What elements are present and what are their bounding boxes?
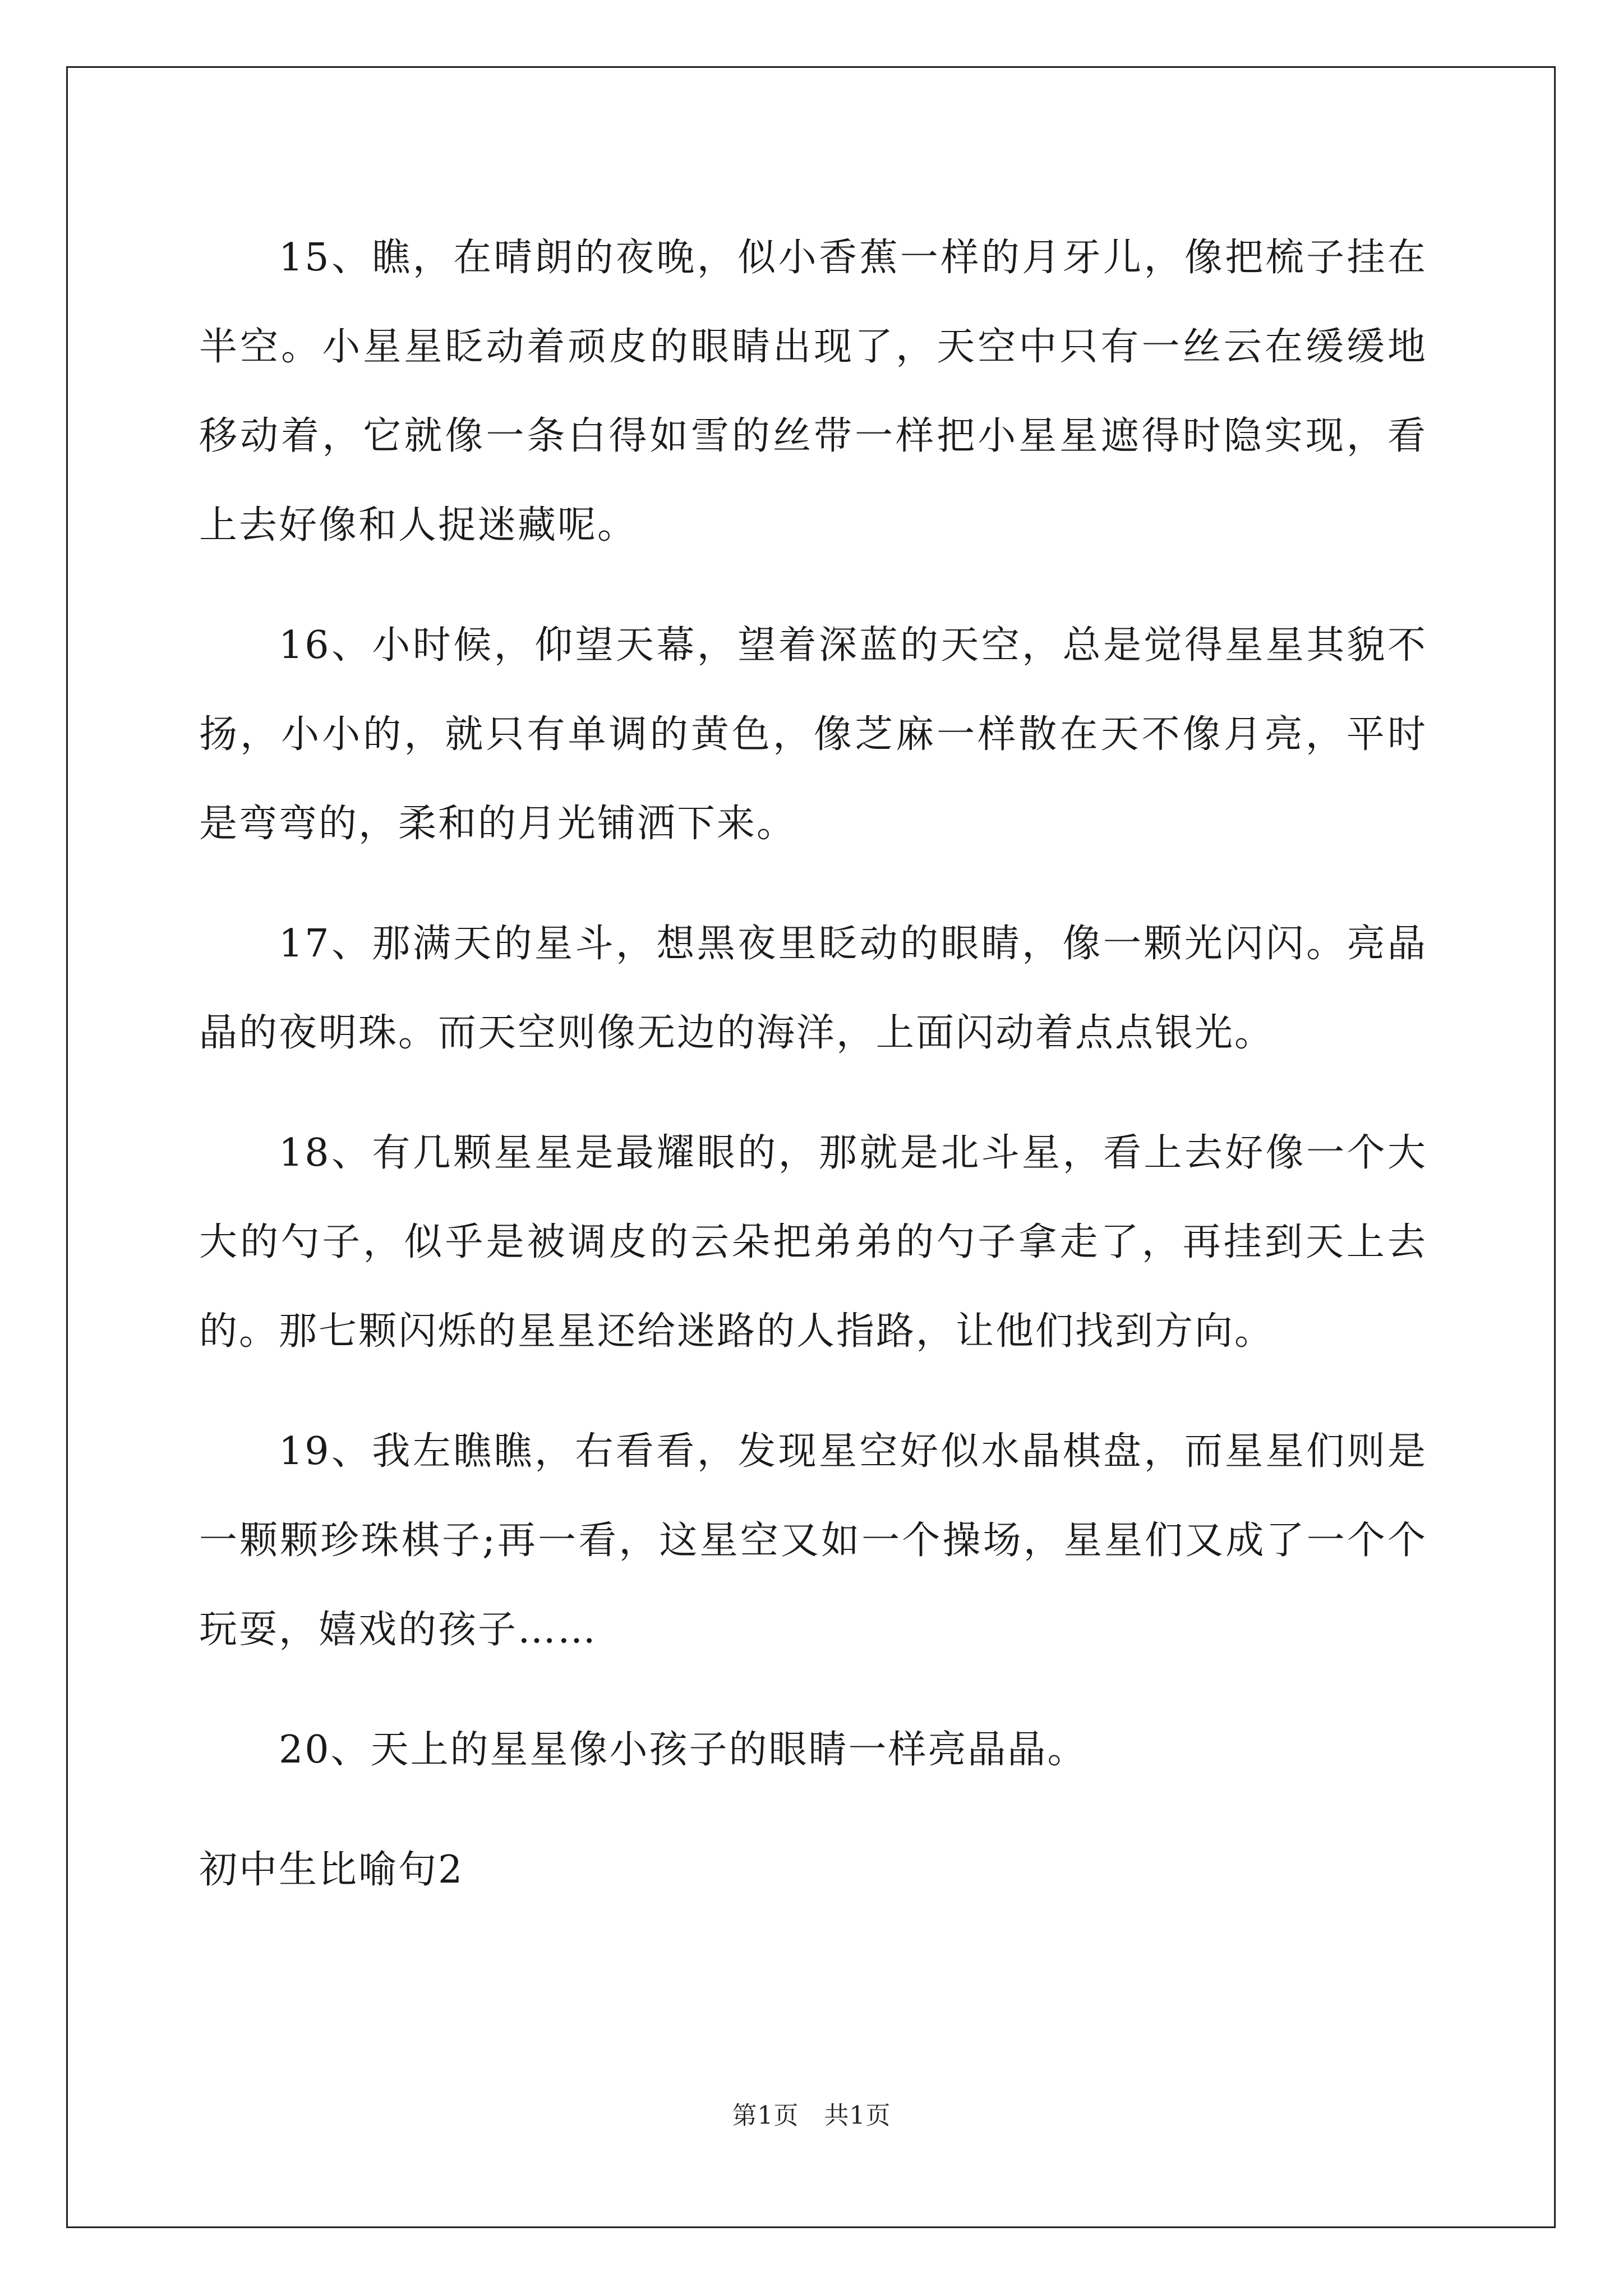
page-number-footer: 第1页 共1页 xyxy=(732,2101,891,2130)
paragraph-17: 17、那满天的星斗，想黑夜里眨动的眼睛，像一颗光闪闪。亮晶晶的夜明珠。而天空则像无边的海洋，上面闪动着点点银光。 xyxy=(199,922,1427,1055)
paragraph-20: 20、天上的星星像小孩子的眼睛一样亮晶晶。 xyxy=(279,1728,1087,1772)
section-heading: 初中生比喻句2 xyxy=(199,1848,464,1892)
document-body xyxy=(199,213,1427,1915)
paragraph-15: 15、瞧，在晴朗的夜晚，似小香蕉一样的月牙儿，像把梳子挂在半空。小星星眨动着顽皮的眼睛出现了，天空中只有一丝云在缓缓地移动着，它就像一条白得如雪的丝带一样把小星星遮得时隐实现，看上去好像和人捉迷藏呢。 xyxy=(199,236,1427,547)
paragraph-18: 18、有几颗星星是最耀眼的，那就是北斗星，看上去好像一个大大的勺子，似乎是被调皮的云朵把弟弟的勺子拿走了，再挂到天上去的。那七颗闪烁的星星还给迷路的人指路，让他们找到方向。 xyxy=(199,1131,1427,1354)
paragraph-16: 16、小时候，仰望天幕，望着深蓝的天空，总是觉得星星其貌不扬，小小的，就只有单调的黄色，像芝麻一样散在天不像月亮，平时是弯弯的，柔和的月光铺洒下来。 xyxy=(199,623,1427,846)
paragraph-19: 19、我左瞧瞧，右看看，发现星空好似水晶棋盘，而星星们则是一颗颗珍珠棋子;再一看，这星空又如一个操场，星星们又成了一个个玩耍，嬉戏的孩子…… xyxy=(199,1429,1427,1652)
